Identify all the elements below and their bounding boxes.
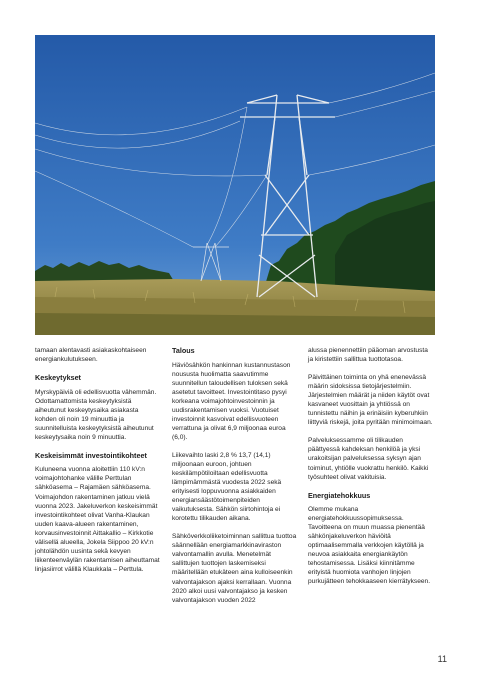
paragraph-outages: Myrskypäiviä oli edellisvuotta vähemmän. Odottamattomista keskeytyksistä aiheutunut keskeytysaika asiakasta kohden oli noin 19 minuuttia ja suunnitelluista keskeytyksistä aiheutunut keskeytysaika noin 9 minuuttia. bbox=[35, 388, 157, 441]
paragraph-operations: Päivittäinen toiminta on yhä enenevässä määrin sidoksissa tietojärjestelmiin. Järjestelmien määrät ja niiden käytöt ovat kasvaneet vuosittain ja yhtiössä on tunnistettu näihin ja erinäisiin kyberuhkiin liittyviä riskejä, joita pyritään minimoimaan. bbox=[308, 374, 433, 427]
heading-outages: Keskeytykset bbox=[35, 373, 81, 383]
heading-investments: Keskeisimmät investointikohteet bbox=[35, 450, 147, 460]
paragraph-finance-1: Häviösähkön hankinnan kustannustason noususta huolimatta saavutimme suunnitellun taloudellisen tuloksen sekä asetetut tavoitteet. Investointitaso pysyi korkeana voimajohtoinvestoinnin ja uudisrakentamisen vuoksi. Vuotuiset investoinnit kasvoivat edellisvuoteen verrattuna ja olivat 6,9 miljoonaa euroa (6,0). bbox=[172, 361, 291, 441]
power-tower-illustration bbox=[35, 35, 435, 335]
paragraph-personnel: Palveluksessamme oli tilikauden päättyessä kahdeksan henkilöä ja yksi urakoitsijan palveluksessa syksyn ajan toiminut, yhtiölle vuokrattu henkilö. Kaikki työsuhteet olivat vakituisia. bbox=[308, 437, 429, 481]
power-line-photo bbox=[35, 35, 435, 335]
paragraph-energy-efficiency: Olemme mukana energiatehokkuussopimuksessa. Tavoitteena on muun muassa pienentää sähkönjakeluverkon häviöitä optimaalisemmalla verkkojen käytöllä ja neuvoa asiakkaita energiankäytön tehostamisessa. Lisäksi kiinnitämme erityistä huomiota vanhojen linjojen purkujätteen tehokkaaseen kierrätykseen. bbox=[308, 506, 431, 586]
text-column-3 bbox=[308, 346, 434, 596]
paragraph-intro-continued: tamaan alentavasti asiakaskohtaiseen energiankulutukseen. bbox=[35, 347, 147, 364]
paragraph-finance-continued: alussa pienennettiin pääoman arvostusta ja kiristettiin sallittua tuottotasoa. bbox=[308, 347, 428, 364]
paragraph-investments: Kuluneena vuonna aloitettiin 110 kV:n voimajohtohanke välille Perttulan sähköasema – Rajamäen sähköasema. Voimajohdon rakentaminen jatkuu vielä vuonna 2023. Jakeluverkon keskeisimmät investointikohteet olivat Vanha-Klaukan uuden kaava-alueen rakentaminen, korvausinvestoinnit Aittakallio – Kirkkotie välisellä alueella, Jokela Siippoo 20 kV:n johtolähdön uusinta sekä kevyen liikenteenväylän rakentamisen aiheuttamat linjasiirrot välillä Klaukkala – Perttula. bbox=[35, 466, 160, 573]
page-number: 11 bbox=[437, 654, 447, 664]
text-column-2 bbox=[172, 346, 298, 614]
heading-finance: Talous bbox=[172, 346, 195, 355]
text-column-1 bbox=[35, 346, 161, 583]
paragraph-finance-3: Sähköverkkoliiketoiminnan sallittua tuottoa säännellään energiamarkkinaviraston valvontamallin avulla. Menetelmät sallittujen tuottojen laskemiseksi määritellään etukäteen aina kulloiseenkin valvontajakson ajaksi kerrallaan. Vuonna 2020 alkoi uusi valvontajakso ja kesken valvontajakson vuoden 2022 bbox=[172, 533, 297, 604]
paragraph-finance-2: Liikevaihto laski 2,8 % 13,7 (14,1) miljoonaan euroon, johtuen keskilämpötiloiltaan edellisvuotta lämpimämmästä vuodesta 2022 sekä erityisesti loppuvuonna asiakkaiden energiansäästötoimenpiteiden vaikutuksesta. Sähkön siirtohintoja ei korotettu tilikauden aikana. bbox=[172, 451, 282, 523]
heading-energy-efficiency: Energiatehokkuus bbox=[308, 490, 371, 500]
